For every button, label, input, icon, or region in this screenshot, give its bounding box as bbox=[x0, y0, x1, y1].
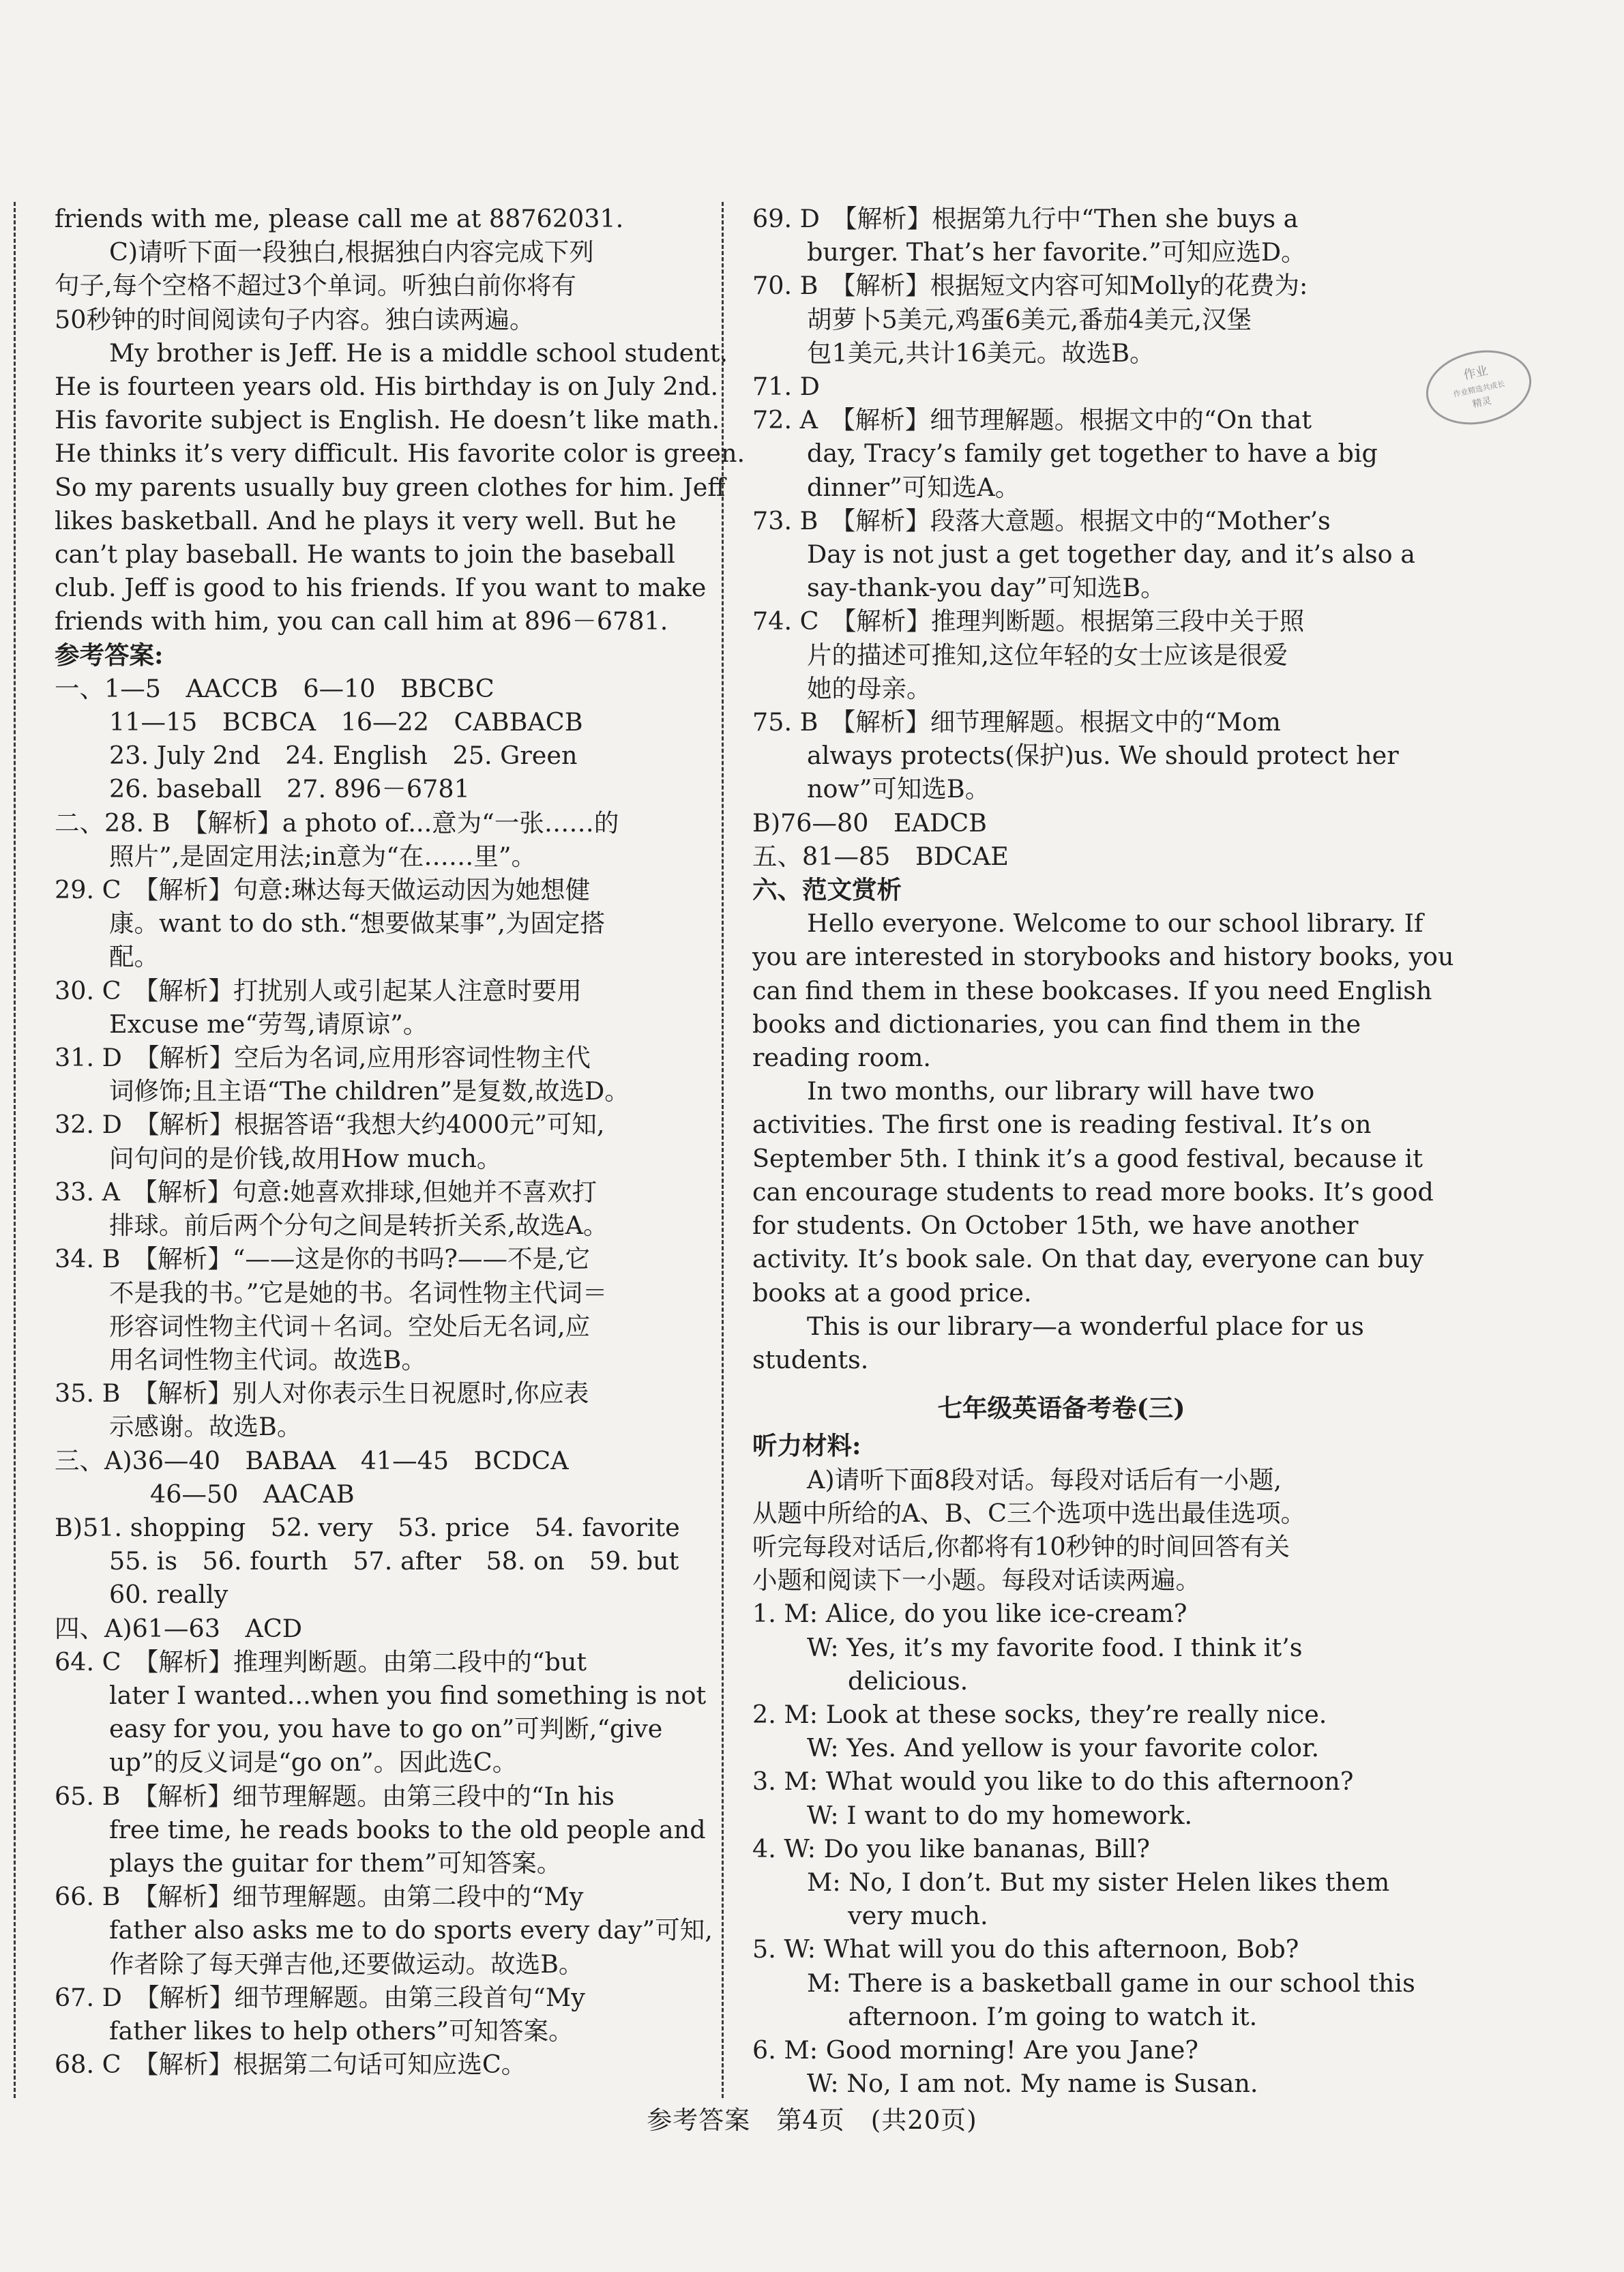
homework-stamp bbox=[1419, 341, 1539, 434]
dialogue-line: 4. W: Do you like bananas, Bill? bbox=[752, 1833, 1150, 1863]
text-line: Day is not just a get together day, and it’s also a bbox=[807, 540, 1415, 570]
text-line: C)请听下面一段独白,根据独白内容完成下列 bbox=[109, 237, 594, 267]
text-line: 她的母亲。 bbox=[807, 673, 932, 703]
essay-line: books at a good price. bbox=[752, 1278, 1032, 1308]
answer-line: 26. baseball 27. 896－6781 bbox=[109, 774, 470, 804]
essay-line: In two months, our library will have two bbox=[807, 1076, 1315, 1106]
section-heading: 六、范文赏析 bbox=[752, 875, 902, 905]
text-line: likes basketball. And he plays it very well. But he bbox=[55, 505, 677, 535]
essay-line: Hello everyone. Welcome to our school library. If bbox=[807, 909, 1423, 939]
answer-line: 二、28. B 【解析】a photo of...意为“一张……的 bbox=[55, 808, 619, 838]
text-line: 包1美元,共计16美元。故选B。 bbox=[807, 338, 1155, 368]
essay-line: books and dictionaries, you can find them in the bbox=[752, 1009, 1361, 1039]
dialogue-line: M: There is a basketball game in our school this bbox=[807, 1968, 1415, 1998]
text-line: 作者除了每天弹吉他,还要做运动。故选B。 bbox=[109, 1949, 584, 1979]
answer-line: 71. D bbox=[752, 372, 820, 402]
section-heading: 听力材料: bbox=[752, 1431, 861, 1461]
text-line: He thinks it’s very difficult. His favorite color is green. bbox=[55, 439, 745, 469]
text-line: His favorite subject is English. He doesn’t like math. bbox=[55, 405, 720, 435]
essay-line: reading room. bbox=[752, 1043, 931, 1073]
text-line: 形容词性物主代词＋名词。空处后无名词,应 bbox=[109, 1311, 591, 1341]
text-line: 从题中所给的A、B、C三个选项中选出最佳选项。 bbox=[752, 1498, 1306, 1528]
text-line: 示感谢。故选B。 bbox=[109, 1412, 302, 1442]
essay-line: can find them in these bookcases. If you need English bbox=[752, 975, 1432, 1005]
answer-line: 70. B 【解析】根据短文内容可知Molly的花费为: bbox=[752, 271, 1308, 301]
text-line: 小题和阅读下一小题。每段对话读两遍。 bbox=[752, 1565, 1200, 1595]
answer-line: 三、A)36—40 BABAA 41—45 BCDCA bbox=[55, 1445, 569, 1475]
text-line: 片的描述可推知,这位年轻的女士应该是很爱 bbox=[807, 640, 1288, 670]
text-line: burger. That’s her favorite.”可知应选D。 bbox=[807, 237, 1306, 267]
text-line: friends with me, please call me at 88762031. bbox=[55, 204, 624, 233]
dialogue-line: 1. M: Alice, do you like ice-cream? bbox=[752, 1599, 1187, 1629]
text-line: can’t play baseball. He wants to join the baseball bbox=[55, 540, 675, 570]
text-line: plays the guitar for them”可知答案。 bbox=[109, 1848, 562, 1878]
answer-line: 72. A 【解析】细节理解题。根据文中的“On that bbox=[752, 405, 1312, 435]
text-line: father likes to help others”可知答案。 bbox=[109, 2016, 574, 2046]
stamp-line: 作业 bbox=[1462, 363, 1490, 383]
dialogue-line: 5. W: What will you do this afternoon, Bob? bbox=[752, 1934, 1299, 1964]
left-margin-dash bbox=[14, 202, 16, 2098]
answer-line: 64. C 【解析】推理判断题。由第二段中的“but bbox=[55, 1647, 587, 1677]
text-line: friends with him, you can call him at 896－6781. bbox=[55, 606, 668, 636]
text-line: 用名词性物主代词。故选B。 bbox=[109, 1344, 426, 1374]
essay-line: for students. On October 15th, we have another bbox=[752, 1211, 1359, 1241]
dialogue-line: 2. M: Look at these socks, they’re really nice. bbox=[752, 1699, 1327, 1729]
section-heading: 参考答案: bbox=[55, 640, 164, 670]
answer-line: 69. D 【解析】根据第九行中“Then she buys a bbox=[752, 204, 1299, 233]
dialogue-line: delicious. bbox=[848, 1666, 969, 1696]
text-line: club. Jeff is good to his friends. If you want to make bbox=[55, 573, 707, 603]
dialogue-line: M: No, I don’t. But my sister Helen likes them bbox=[807, 1867, 1390, 1897]
text-line: 配。 bbox=[109, 942, 159, 972]
text-line: easy for you, you have to go on”可判断,“give bbox=[109, 1714, 663, 1744]
text-line: 50秒钟的时间阅读句子内容。独白读两遍。 bbox=[55, 304, 535, 334]
answer-line: 73. B 【解析】段落大意题。根据文中的“Mother’s bbox=[752, 505, 1331, 535]
essay-line: you are interested in storybooks and history books, you bbox=[752, 942, 1454, 972]
answer-line: 一、1—5 AACCB 6—10 BBCBC bbox=[55, 673, 494, 703]
essay-line: September 5th. I think it’s a good festival, because it bbox=[752, 1143, 1423, 1173]
text-line: A)请听下面8段对话。每段对话后有一小题, bbox=[807, 1464, 1282, 1494]
answer-line: 66. B 【解析】细节理解题。由第二段中的“My bbox=[55, 1882, 584, 1912]
right-column bbox=[752, 202, 1454, 2100]
dialogue-line: W: No, I am not. My name is Susan. bbox=[807, 2069, 1258, 2099]
answer-line: B)76—80 EADCB bbox=[752, 808, 987, 838]
text-line: say-thank-you day”可知选B。 bbox=[807, 573, 1166, 603]
text-line: up”的反义词是“go on”。因此选C。 bbox=[109, 1747, 518, 1777]
answer-line: 31. D 【解析】空后为名词,应用形容词性物主代 bbox=[55, 1043, 591, 1073]
dialogue-line: afternoon. I’m going to watch it. bbox=[848, 2001, 1258, 2031]
dialogue-line: W: Yes. And yellow is your favorite color. bbox=[807, 1733, 1320, 1763]
essay-line: This is our library—a wonderful place for us bbox=[807, 1311, 1364, 1341]
essay-line: students. bbox=[752, 1344, 869, 1374]
text-line: now”可知选B。 bbox=[807, 774, 990, 804]
text-line: free time, he reads books to the old people and bbox=[109, 1814, 706, 1844]
dialogue-line: W: I want to do my homework. bbox=[807, 1800, 1193, 1830]
answer-line: 四、A)61—63 ACD bbox=[55, 1613, 303, 1643]
text-line: Excuse me“劳驾,请原谅”。 bbox=[109, 1009, 428, 1039]
answer-line: 29. C 【解析】句意:琳达每天做运动因为她想健 bbox=[55, 875, 591, 905]
text-line: 问句问的是价钱,故用How much。 bbox=[109, 1143, 502, 1173]
text-line: My brother is Jeff. He is a middle school student. bbox=[109, 338, 728, 368]
answer-line: B)51. shopping 52. very 53. price 54. favorite bbox=[55, 1512, 680, 1542]
answer-line: 46—50 AACAB bbox=[150, 1479, 355, 1509]
dialogue-line: W: Yes, it’s my favorite food. I think it’s bbox=[807, 1632, 1303, 1662]
answer-line: 68. C 【解析】根据第二句话可知应选C。 bbox=[55, 2050, 527, 2080]
exam-title: 七年级英语备考卷(三) bbox=[937, 1393, 1185, 1423]
text-line: He is fourteen years old. His birthday is on July 2nd. bbox=[55, 372, 719, 402]
answer-line: 33. A 【解析】句意:她喜欢排球,但她并不喜欢打 bbox=[55, 1177, 597, 1207]
answer-line: 11—15 BCBCA 16—22 CABBACB bbox=[109, 707, 583, 737]
answer-line: 67. D 【解析】细节理解题。由第三段首句“My bbox=[55, 1982, 585, 2012]
text-line: 康。want to do sth.“想要做某事”,为固定搭 bbox=[109, 909, 605, 939]
text-line: So my parents usually buy green clothes for him. Jeff bbox=[55, 472, 726, 502]
dialogue-line: 3. M: What would you like to do this afternoon? bbox=[752, 1767, 1354, 1797]
answer-line: 75. B 【解析】细节理解题。根据文中的“Mom bbox=[752, 707, 1281, 737]
text-line: 句子,每个空格不超过3个单词。听独白前你将有 bbox=[55, 271, 576, 301]
text-line: 不是我的书。”它是她的书。名词性物主代词＝ bbox=[109, 1278, 608, 1308]
answer-line: 74. C 【解析】推理判断题。根据第三段中关于照 bbox=[752, 606, 1305, 636]
answer-line: 34. B 【解析】“——这是你的书吗?——不是,它 bbox=[55, 1244, 591, 1274]
text-line: 排球。前后两个分句之间是转折关系,故选A。 bbox=[109, 1211, 608, 1241]
answer-line: 60. really bbox=[109, 1580, 228, 1610]
text-line: father also asks me to do sports every day”可知, bbox=[109, 1915, 713, 1945]
essay-line: activity. It’s book sale. On that day, everyone can buy bbox=[752, 1244, 1424, 1274]
answer-line: 23. July 2nd 24. English 25. Green bbox=[109, 741, 578, 771]
answer-line: 55. is 56. fourth 57. after 58. on 59. but bbox=[109, 1546, 679, 1576]
dialogue-line: very much. bbox=[848, 1901, 988, 1931]
text-line: later I wanted...when you find something is not bbox=[109, 1680, 707, 1710]
essay-line: can encourage students to read more books. It’s good bbox=[752, 1177, 1434, 1207]
answer-line: 35. B 【解析】别人对你表示生日祝愿时,你应表 bbox=[55, 1378, 589, 1408]
text-line: 听完每段对话后,你都将有10秒钟的时间回答有关 bbox=[752, 1531, 1290, 1561]
answer-line: 30. C 【解析】打扰别人或引起某人注意时要用 bbox=[55, 975, 582, 1005]
stamp-line: 作业精选共成长 bbox=[1452, 379, 1506, 399]
answer-line: 65. B 【解析】细节理解题。由第三段中的“In his bbox=[55, 1781, 615, 1811]
left-column bbox=[55, 202, 745, 2081]
text-line: day, Tracy’s family get together to have a big bbox=[807, 439, 1378, 469]
dialogue-line: 6. M: Good morning! Are you Jane? bbox=[752, 2035, 1198, 2065]
answer-line: 32. D 【解析】根据答语“我想大约4000元”可知, bbox=[55, 1110, 605, 1140]
text-line: 词修饰;且主语“The children”是复数,故选D。 bbox=[109, 1076, 630, 1106]
answer-line: 五、81—85 BDCAE bbox=[752, 841, 1009, 871]
text-line: dinner”可知选A。 bbox=[807, 472, 1020, 502]
essay-line: activities. The first one is reading festival. It’s on bbox=[752, 1110, 1372, 1140]
stamp-line: 精灵 bbox=[1471, 395, 1493, 411]
text-line: 胡萝卜5美元,鸡蛋6美元,番茄4美元,汉堡 bbox=[807, 304, 1252, 334]
text-line: always protects(保护)us. We should protect her bbox=[807, 741, 1399, 771]
text-line: 照片”,是固定用法;in意为“在……里”。 bbox=[109, 841, 537, 871]
page-footer: 参考答案 第4页 (共20页) bbox=[647, 2106, 977, 2135]
